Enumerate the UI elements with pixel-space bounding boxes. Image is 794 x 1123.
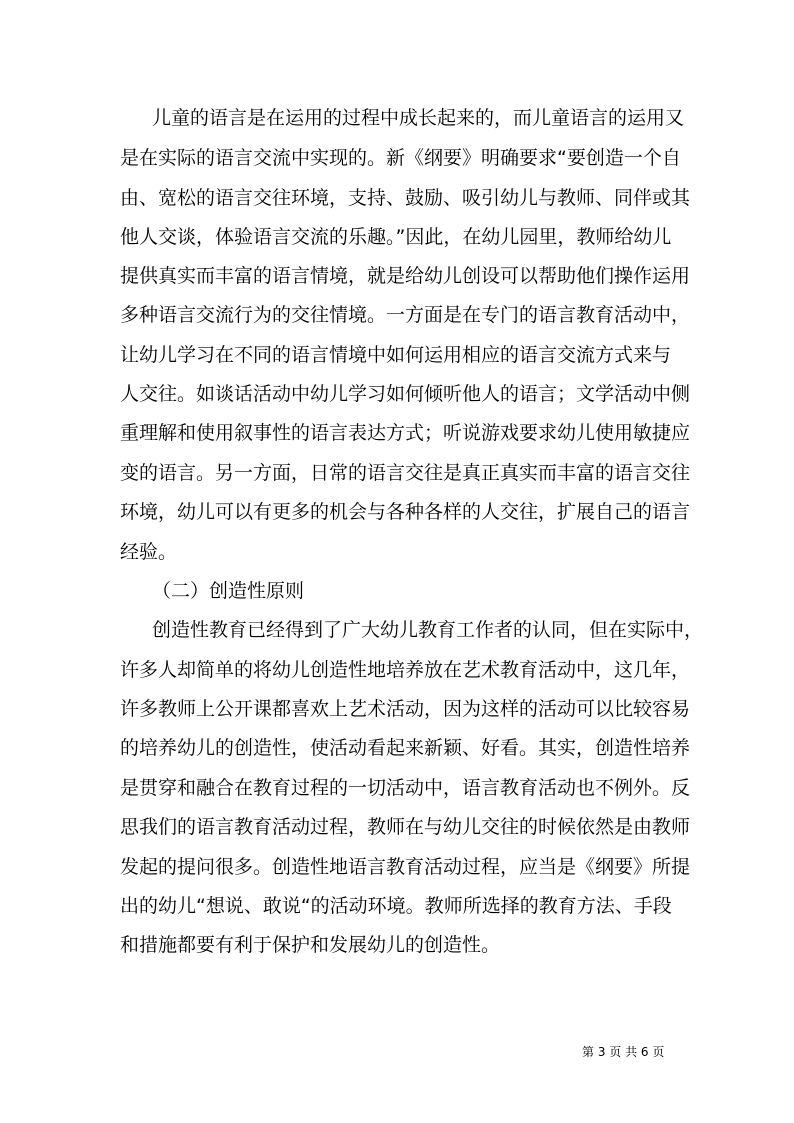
paragraph-line: 许多教师上公开课都喜欢上艺术活动，因为这样的活动可以比较容易 — [120, 698, 691, 720]
paragraph-line: 提供真实而丰富的语言情境，就是给幼儿创设可以帮助他们操作运用 — [120, 265, 691, 287]
paragraph-line: 环境，幼儿可以有更多的机会与各种各样的人交往，扩展自己的语言 — [120, 501, 691, 523]
section-heading: （二）创造性原则 — [152, 580, 305, 602]
paragraph-line: 儿童的语言是在运用的过程中成长起来的，而儿童语言的运用又 — [152, 107, 685, 129]
paragraph-line: 由、宽松的语言交往环境，支持、鼓励、吸引幼儿与教师、同伴或其 — [120, 187, 691, 209]
paragraph-line: 和措施都要有利于保护和发展幼儿的创造性。 — [120, 934, 501, 956]
paragraph-line: 经验。 — [120, 541, 178, 563]
paragraph-line: 发起的提问很多。创造性地语言教育活动过程，应当是《纲要》所提 — [120, 856, 691, 878]
paragraph-line: 变的语言。另一方面，日常的语言交往是真正真实而丰富的语言交往 — [120, 462, 691, 484]
page-number: 第 3 页 共 6 页 — [582, 1045, 665, 1059]
paragraph-line: 许多人却简单的将幼儿创造性地培养放在艺术教育活动中，这几年， — [120, 659, 691, 681]
paragraph-line: 是在实际的语言交流中实现的。新《纲要》明确要求“要创造一个自 — [120, 147, 681, 169]
paragraph-line: 出的幼儿“想说、敢说“的活动环境。教师所选择的教育方法、手段 — [120, 895, 672, 917]
paragraph-line: 创造性教育已经得到了广大幼儿教育工作者的认同，但在实际中， — [152, 619, 704, 641]
paragraph-line: 他人交谈，体验语言交流的乐趣。”因此，在幼儿园里，教师给幼儿 — [120, 226, 672, 248]
paragraph-line: 让幼儿学习在不同的语言情境中如何运用相应的语言交流方式来与 — [120, 344, 672, 366]
paragraph-line: 是贯穿和融合在教育过程的一切活动中，语言教育活动也不例外。反 — [120, 777, 691, 799]
paragraph-line: 重理解和使用叙事性的语言表达方式；听说游戏要求幼儿使用敏捷应 — [120, 422, 691, 444]
paragraph-line: 的培养幼儿的创造性，使活动看起来新颖、好看。其实，创造性培养 — [120, 737, 691, 759]
paragraph-line: 多种语言交流行为的交往情境。一方面是在专门的语言教育活动中， — [120, 304, 691, 326]
paragraph-line: 思我们的语言教育活动过程，教师在与幼儿交往的时候依然是由教师 — [120, 816, 691, 838]
paragraph-line: 人交往。如谈话活动中幼儿学习如何倾听他人的语言；文学活动中侧 — [120, 383, 691, 405]
